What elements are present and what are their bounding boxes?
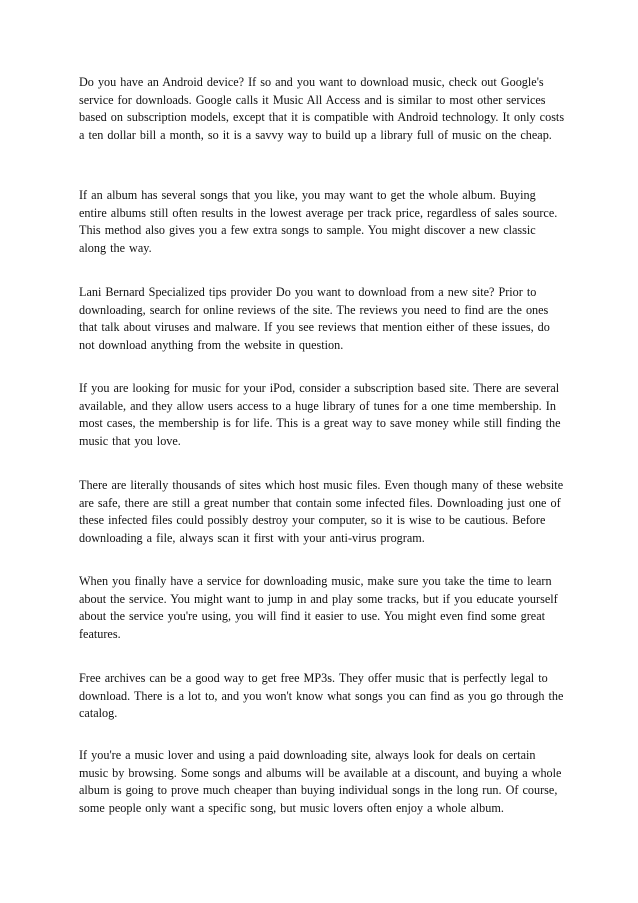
paragraph-whole-album: If an album has several songs that you like, you may want to get the whole album. Buying entire albums still often results in the lowest average per track price, regardless of sales source. This method also gives you a few extra songs to sample. You might discover a new classic along the way. — [79, 188, 558, 255]
paragraph-site-reviews: Lani Bernard Specialized tips provider Do you want to download from a new site? Prior to downloading, search for online reviews of the site. The reviews you need to find are the ones that talk about viruses and malware. If you see reviews that mention either of these issues, do not download anything from the website in question. — [79, 285, 550, 352]
paragraph-infected-files: There are literally thousands of sites which host music files. Even though many of these website are safe, there are still a great number that contain some infected files. Downloading just one of these infected files could possibly destroy your computer, so it is wise to be cautious. Before downloading a file, always scan it first with your anti-virus program. — [79, 478, 564, 545]
paragraph-learn-service: When you finally have a service for downloading music, make sure you take the time to learn about the service. You might want to jump in and play some tracks, but if you educate yourself about the service you're using, you will find it easier to use. You might even find some great features. — [79, 574, 558, 641]
paragraph-ipod-subscription: If you are looking for music for your iPod, consider a subscription based site. There are several available, and they allow users access to a huge library of tunes for a one time membership. In most cases, the membership is for life. This is a great way to save money while still finding the music that you love. — [79, 381, 561, 448]
paragraph-deals-browsing: If you're a music lover and using a paid downloading site, always look for deals on certain music by browsing. Some songs and albums will be available at a discount, and buying a whole album is going to prove much cheaper than buying individual songs in the long run. Of course, some people only want a specific song, but music lovers often enjoy a whole album. — [79, 748, 562, 815]
paragraph-free-archives: Free archives can be a good way to get free MP3s. They offer music that is perfectly legal to download. There is a lot to, and you won't know what songs you can find as you go through the catalog. — [79, 671, 564, 721]
paragraph-android-music: Do you have an Android device? If so and you want to download music, check out Google's service for downloads. Google calls it Music All Access and is similar to most other services based on subscription models, except that it is compatible with Android technology. It only costs a ten dollar bill a month, so it is a savvy way to build up a library full of music on the cheap. — [79, 75, 565, 142]
